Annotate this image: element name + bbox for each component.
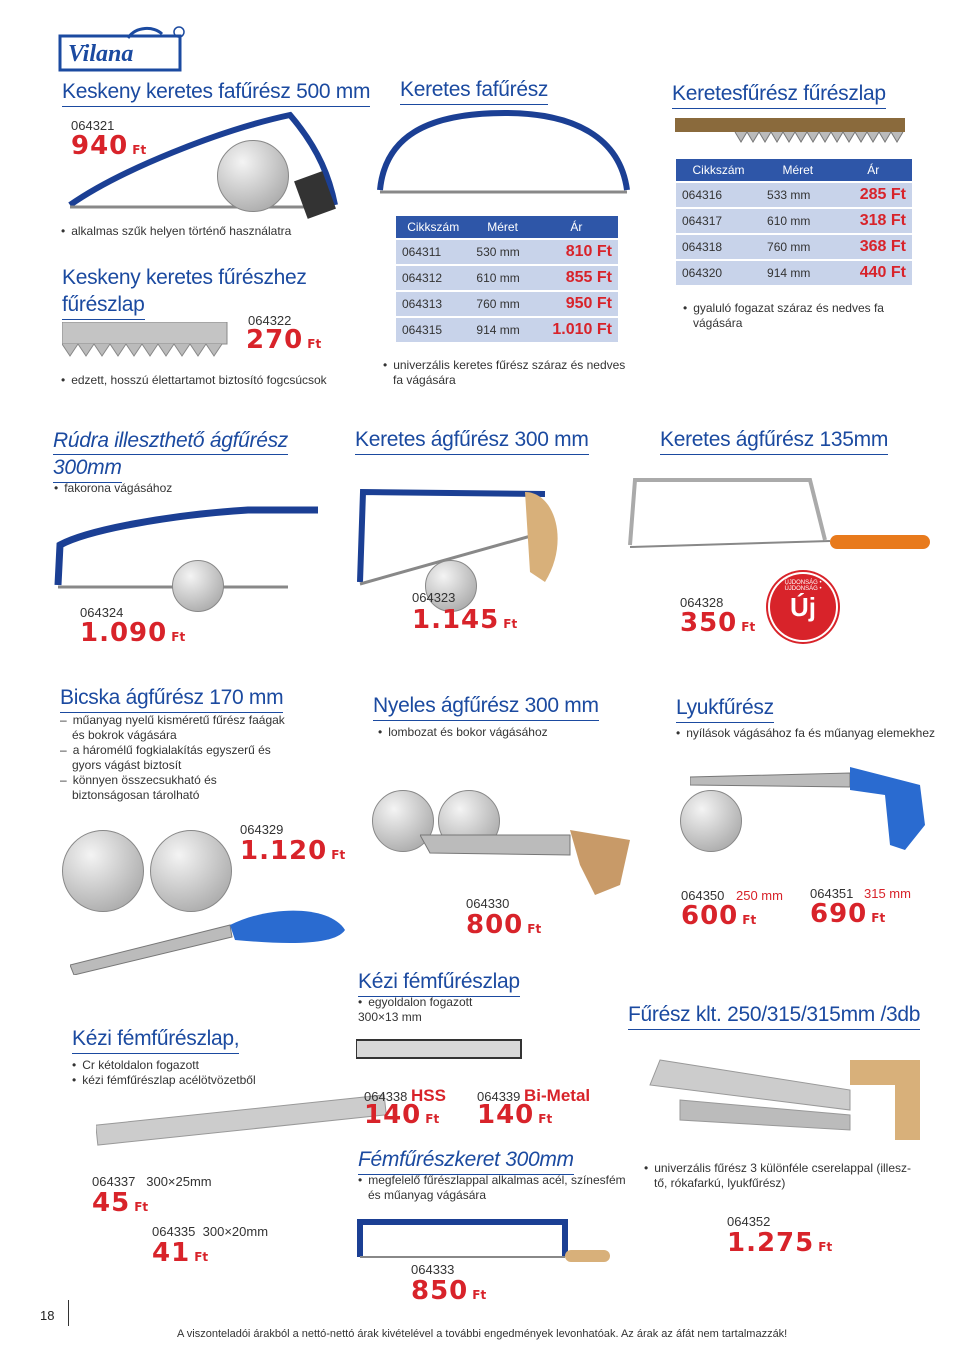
section-title: Lyukfűrész	[676, 696, 774, 723]
feature-bullet: • fakorona vágásához	[54, 481, 172, 496]
feature-bullet: • kézi fémfűrészlap acélötvözetből	[72, 1073, 256, 1088]
section-title: Keretes ágfűrész 135mm	[660, 428, 888, 455]
feature-bullet: • lombozat és bokor vágásához	[378, 725, 548, 740]
table-cell: 440 Ft	[835, 260, 912, 285]
product-code: 064333	[411, 1262, 455, 1277]
table-cell: 318 Ft	[835, 208, 912, 234]
new-badge	[770, 574, 836, 640]
folding-saw-image	[70, 905, 350, 975]
section-title: Keskeny keretes fafűrész 500 mm	[62, 80, 370, 107]
page-divider	[68, 1300, 69, 1326]
bow-saw-image	[620, 475, 940, 565]
product-price: 350 Ft	[680, 608, 756, 638]
section-title-line: fűrészlap	[62, 291, 145, 319]
table-cell: 368 Ft	[835, 234, 912, 260]
product-code: 064330	[466, 896, 510, 911]
table-header: Cikkszám	[396, 216, 470, 239]
saw-set-image	[640, 1040, 940, 1150]
table-row	[676, 234, 912, 260]
section-title: Nyeles ágfűrész 300 mm	[373, 694, 599, 721]
product-code: 064337 300×25mm	[92, 1174, 212, 1189]
table-cell: 064311	[396, 239, 470, 265]
table-cell: 914 mm	[470, 317, 534, 342]
section-title: Keretes fafűrész	[400, 78, 548, 105]
product-code: 064350	[681, 888, 725, 903]
table-cell: 064313	[396, 291, 470, 317]
table-header: Cikkszám	[676, 159, 761, 182]
table-cell: 064312	[396, 265, 470, 291]
section-title: Bicska ágfűrész 170 mm	[60, 686, 283, 713]
bow-saw-image	[365, 108, 645, 198]
product-code: 064324	[80, 605, 124, 620]
table-cell: 533 mm	[761, 182, 835, 208]
price-table	[676, 159, 912, 285]
table-cell: 064317	[676, 208, 761, 234]
product-code: 064352	[727, 1214, 771, 1229]
product-price: 140 Ft	[364, 1100, 440, 1130]
product-size: 250 mm	[736, 888, 783, 903]
pruning-saw-image	[420, 825, 640, 905]
table-cell: 855 Ft	[535, 265, 618, 291]
table-row	[396, 317, 618, 342]
table-cell: 610 mm	[761, 208, 835, 234]
product-price: 800 Ft	[466, 910, 542, 940]
product-price: 45 Ft	[92, 1188, 149, 1218]
feature-bullet: • alkalmas szűk helyen történő használatra	[61, 224, 291, 239]
price-table	[396, 216, 618, 342]
table-cell: 810 Ft	[535, 239, 618, 265]
table-cell: 064315	[396, 317, 470, 342]
page-number: 18	[40, 1308, 55, 1323]
section-title: Keretesfűrész fűrészlap	[672, 82, 886, 109]
feature-bullet: • gyaluló fogazat száraz és nedves fa vágására	[683, 301, 884, 331]
product-price: 41 Ft	[152, 1238, 209, 1268]
teeth-closeup-icon	[62, 830, 144, 912]
product-code: 064335 300×20mm	[152, 1224, 269, 1239]
feature-line: – a háromélű fogkialakítás egyszerű és gyors vágást biztosít	[60, 743, 285, 773]
feature-bullet: • edzett, hosszú élettartamot biztosító fogcsúcsok	[61, 373, 327, 388]
brand-logo-text: Vilana	[68, 41, 134, 67]
table-row	[676, 208, 912, 234]
product-code: 064323	[412, 590, 456, 605]
section-title-line: Rúdra illeszthető ágfűrész	[53, 428, 288, 455]
product-price: 1.145 Ft	[412, 605, 518, 635]
teeth-closeup-icon	[150, 830, 232, 912]
section-title: Keretes ágfűrész 300 mm	[355, 428, 589, 455]
table-cell: 760 mm	[470, 291, 534, 317]
table-row	[676, 182, 912, 208]
section-title-line: Keskeny keretes fűrészhez	[62, 266, 307, 289]
table-row	[396, 291, 618, 317]
product-price: 940 Ft	[71, 131, 147, 161]
feature-list	[60, 713, 285, 803]
product-price: 600 Ft	[681, 901, 757, 931]
table-header: Méret	[470, 216, 534, 239]
product-code: 064329	[240, 822, 284, 837]
teeth-closeup-icon	[172, 560, 224, 612]
section-title-line: 300mm	[53, 455, 122, 482]
table-cell: 064316	[676, 182, 761, 208]
brand-logo	[58, 24, 186, 74]
new-badge-ring-text: ÚJDONSÁG • ÚJDONSÁG •	[784, 580, 822, 592]
table-header: Ár	[835, 159, 912, 182]
table-cell: 530 mm	[470, 239, 534, 265]
section-title: Kézi fémfűrészlap,	[72, 1027, 239, 1054]
table-cell: 914 mm	[761, 260, 835, 285]
product-code: 064322	[248, 313, 292, 328]
teeth-closeup-icon	[217, 140, 289, 212]
product-price: 140 Ft	[477, 1100, 553, 1130]
product-price: 690 Ft	[810, 899, 886, 929]
table-cell: 610 mm	[470, 265, 534, 291]
product-code: 064338 HSS	[364, 1086, 446, 1105]
feature-bullet: • univerzális keretes fűrész száraz és nedves fa vágására	[383, 358, 625, 388]
saw-blade-image	[62, 322, 232, 358]
section-title: Fémfűrészkeret 300mm	[358, 1148, 574, 1175]
feature-bullet: • nyílások vágásához fa és műanyag elemekhez	[676, 726, 935, 741]
table-cell: 760 mm	[761, 234, 835, 260]
hacksaw-frame-image	[355, 1212, 615, 1272]
bow-saw-image	[60, 110, 360, 220]
feature-line: – könnyen összecsukható és biztonságosan tárolható	[60, 773, 285, 803]
table-row	[396, 265, 618, 291]
new-badge-text: Új	[790, 592, 816, 622]
table-row	[396, 239, 618, 265]
product-price: 1.120 Ft	[240, 836, 346, 866]
product-code: 064351	[810, 886, 854, 901]
product-price: 1.275 Ft	[727, 1228, 833, 1258]
product-price: 1.090 Ft	[80, 618, 186, 648]
table-header: Ár	[535, 216, 618, 239]
section-title: Kézi fémfűrészlap	[358, 970, 520, 997]
feature-bullet: • megfelelő fűrészlappal alkalmas acél, színesfém és műanyag vágására	[358, 1173, 626, 1203]
table-cell: 1.010 Ft	[535, 317, 618, 342]
table-cell: 064318	[676, 234, 761, 260]
product-price: 850 Ft	[411, 1276, 487, 1306]
hacksaw-blade-image	[356, 1035, 526, 1065]
keyhole-saw-image	[690, 765, 935, 855]
product-size: 315 mm	[864, 886, 911, 901]
saw-blade-image	[675, 116, 910, 144]
feature-bullet: • univerzális fűrész 3 különféle cserelappal (illesz- tő, rókafarkú, lyukfűrész)	[644, 1161, 911, 1191]
table-cell: 285 Ft	[835, 182, 912, 208]
table-row	[676, 260, 912, 285]
feature-bullet: • Cr kétoldalon fogazott	[72, 1058, 199, 1073]
product-subtitle: • egyoldalon fogazott 300×13 mm	[358, 995, 472, 1025]
section-title: Fűrész klt. 250/315/315mm /3db	[628, 1003, 920, 1030]
footer-note: A viszonteladói árakból a nettó-nettó árak kivételével a további engedmények levonhatóak. Az árak az áfát nem tartalmazzák!	[177, 1328, 788, 1340]
product-code: 064339 Bi-Metal	[477, 1086, 591, 1105]
table-header: Méret	[761, 159, 835, 182]
hacksaw-blade-image	[96, 1090, 396, 1150]
product-price: 270 Ft	[246, 325, 322, 355]
product-code: 064321	[71, 118, 115, 133]
table-cell: 064320	[676, 260, 761, 285]
feature-line: – műanyag nyelű kisméretű fűrész faágak és bokrok vágására	[60, 713, 285, 743]
table-cell: 950 Ft	[535, 291, 618, 317]
product-code: 064328	[680, 595, 724, 610]
section-title	[53, 428, 288, 485]
